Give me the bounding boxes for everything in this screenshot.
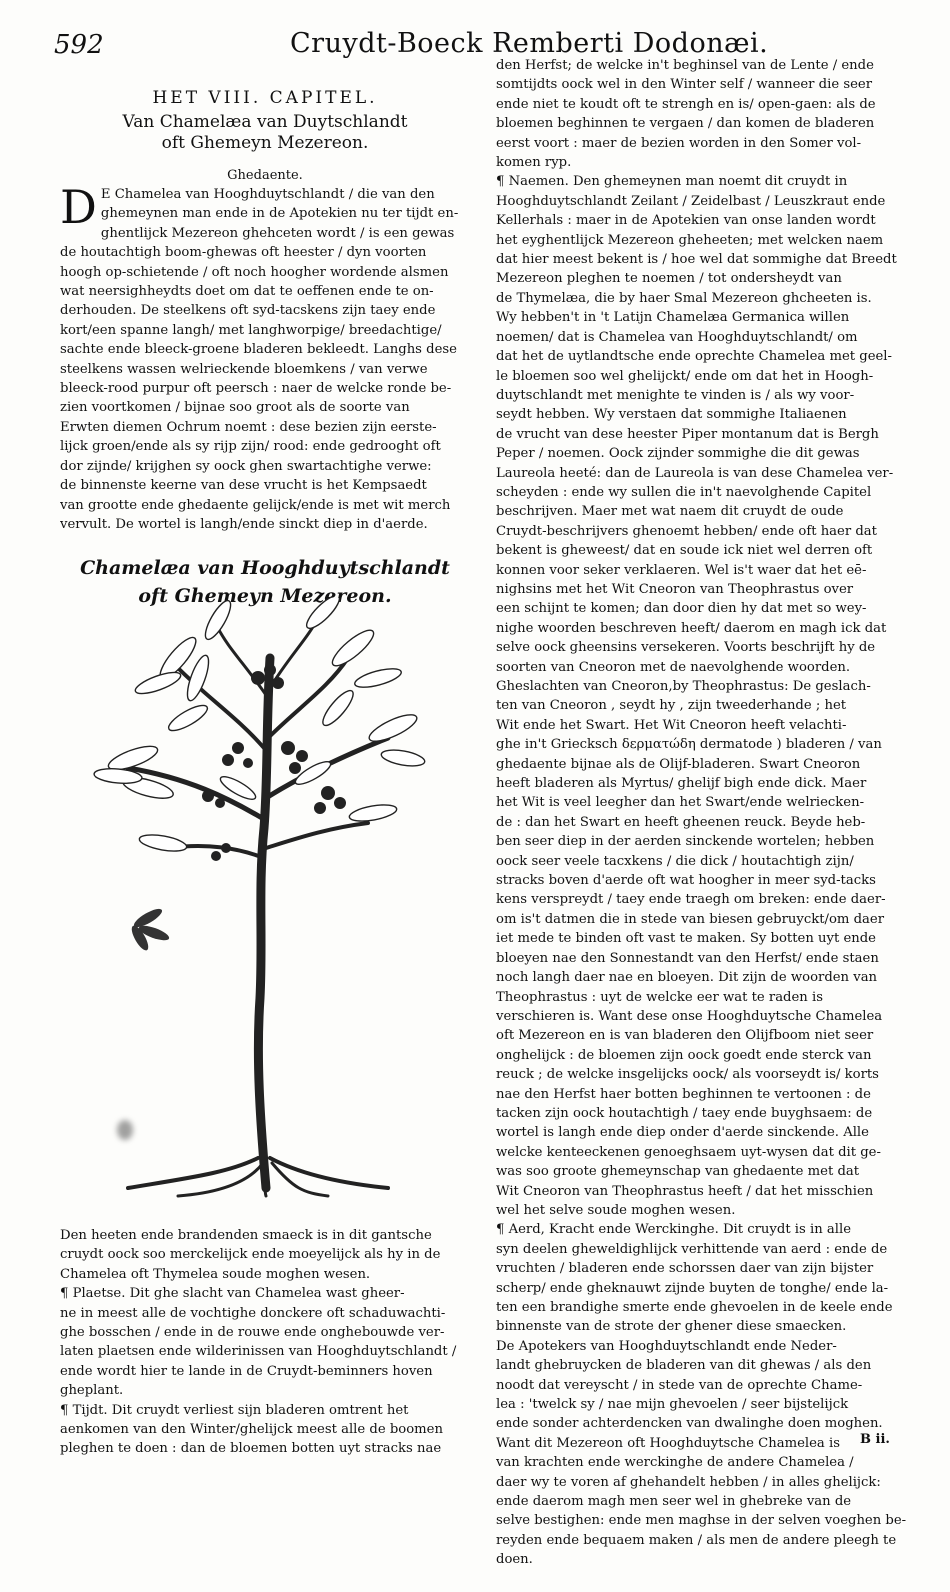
intro-text-line: wat neersighheydts doet om dat te oeffenen ende te on- bbox=[60, 284, 434, 300]
right-column-text-line: noodt dat vereyscht / in stede van de oprechte Chame- bbox=[496, 1377, 863, 1393]
right-column-text-line: het Wit is veel leegher dan het Swart/ende welriecken- bbox=[496, 795, 865, 811]
right-column-text-line: dat het de uytlandtsche ende oprechte Chamelea met geel- bbox=[496, 349, 892, 365]
right-column-text-line: Wy hebben't in 't Latijn Chamelæa Germanica willen bbox=[496, 310, 850, 326]
right-column-text-line: oock seer veele tacxkens / die dick / houtachtigh zijn/ bbox=[496, 853, 854, 869]
figure-caption-line-1: Chamelæa van Hooghduytschlandt bbox=[80, 557, 450, 580]
section-heading: Ghedaente. bbox=[227, 168, 303, 183]
ink-blot bbox=[117, 1120, 133, 1140]
after-figure-text-line: cruydt oock soo merckelijck ende moeyelijck als hy in de bbox=[60, 1247, 441, 1263]
intro-text-line: de houtachtigh boom-ghewas oft heester / dyn voorten bbox=[60, 245, 427, 261]
after-figure-text-line: ¶ Tijdt. Dit cruydt verliest sijn bladeren omtrent het bbox=[60, 1402, 409, 1418]
right-column-text-line: landt ghebruycken de bladeren van dit ghewas / als den bbox=[496, 1358, 872, 1374]
after-figure-paragraphs bbox=[60, 1226, 475, 1459]
drop-capital: D bbox=[60, 185, 97, 234]
right-column-text-line: stracks boven d'aerde oft wat hoogher in meer syd-tacks bbox=[496, 873, 876, 889]
right-column-text-line: nighe woorden beschreven heeft/ daerom en magh ick dat bbox=[496, 620, 887, 636]
page-number: 592 bbox=[54, 30, 104, 60]
intro-paragraph bbox=[60, 185, 470, 534]
running-title: Cruydt-Boeck Remberti Dodonæi. bbox=[290, 28, 769, 59]
chapter-subtitle-1: Van Chamelæa van Duytschlandt bbox=[122, 112, 408, 132]
intro-text-line: de binnenste keerne van dese vrucht is het Kempsaedt bbox=[60, 478, 427, 494]
intro-text-line: derhouden. De steelkens oft syd-tacskens zijn taey ende bbox=[60, 303, 436, 319]
plant-woodcut-illustration bbox=[88, 598, 428, 1198]
right-column-text-line: heeft bladeren als Myrtus/ ghelijf bigh ende dick. Maer bbox=[496, 776, 867, 792]
right-column-text-line: Peper / noemen. Oock zijnder sommighe die dit gewas bbox=[496, 446, 860, 462]
right-column-text-line: eerst voort : maer de bezien worden in den Somer vol- bbox=[496, 135, 862, 151]
right-column-text-line: van krachten ende werckinghe de andere Chamelea / bbox=[496, 1455, 854, 1471]
after-figure-text-line: pleghen te doen : dan de bloemen botten uyt stracks nae bbox=[60, 1441, 442, 1457]
figure-caption-line-2: oft Ghemeyn Mezereon. bbox=[138, 585, 392, 608]
right-column-text-line: dat hier meest bekent is / hoe wel dat sommighe dat Breedt bbox=[496, 252, 897, 268]
chapter-subtitle-2: oft Ghemeyn Mezereon. bbox=[161, 133, 369, 153]
right-column-text-line: Gheslachten van Cneoron,by Theophrastus: De geslach- bbox=[496, 679, 871, 694]
right-column-text-line: den Herfst; de welcke in't beghinsel van de Lente / ende bbox=[496, 58, 874, 73]
right-column-text-line: selve oock gheensins versekeren. Voorts beschrijft hy de bbox=[496, 640, 876, 656]
right-column-text-line: de Thymelæa, die by haer Smal Mezereon ghcheeten is. bbox=[496, 290, 872, 306]
intro-text-line: ghemeynen man ende in de Apotekien nu ter tijdt en- bbox=[100, 206, 459, 222]
right-column-text-line: ben seer diep in der aerden sinckende wortelen; hebben bbox=[496, 834, 875, 850]
right-column-text-line: iet mede te binden oft vast te maken. Sy botten uyt ende bbox=[496, 931, 876, 947]
right-column-text-line: kens verspreydt / taey ende traegh om breken: ende daer- bbox=[496, 892, 886, 908]
right-column-text-line: Laureola heeté: dan de Laureola is van dese Chamelea ver- bbox=[496, 465, 894, 481]
right-column-text-line: konnen voor seker verklaeren. Wel is't waer dat het eē- bbox=[496, 562, 867, 578]
right-column-text-line: om is't datmen die in stede van biesen gebruyckt/om daer bbox=[496, 911, 885, 927]
intro-text-line: dor zijnde/ krijghen sy oock ghen swartachtighe verwe: bbox=[60, 458, 432, 474]
right-column-text-line: ghe in't Griecksch δερματώδη dermatode ) bladeren / van bbox=[496, 737, 882, 753]
after-figure-text-line: Den heeten ende brandenden smaeck is in dit gantsche bbox=[60, 1228, 432, 1243]
right-column-text-line: ten een brandighe smerte ende ghevoelen in de keele ende bbox=[496, 1300, 893, 1315]
right-column-text-line: een schijnt te komen; dan door dien hy dat met so wey- bbox=[496, 601, 867, 617]
intro-text-line: vervult. De wortel is langh/ende sinckt diep in d'aerde. bbox=[60, 516, 428, 532]
right-column-text-line: het eyghentlijck Mezereon gheheeten; met welcken naem bbox=[496, 232, 884, 248]
right-column-text-line: De Apotekers van Hooghduytschlandt ende Neder- bbox=[496, 1338, 837, 1354]
right-column-text-line: ¶ Aerd, Kracht ende Werckinghe. Dit cruydt is in alle bbox=[496, 1222, 851, 1238]
right-column-text-line: was soo groote ghemeynschap van ghedaente met dat bbox=[496, 1164, 860, 1180]
after-figure-text-line: ne in meest alle de vochtighe donckere oft schaduwachti- bbox=[60, 1305, 446, 1321]
right-column-text-line: ghedaente bijnae als de Olijf-bladeren. Swart Cneoron bbox=[496, 756, 861, 772]
right-column-text-line: nae den Herfst haer botten beghinnen te vertoonen : de bbox=[496, 1086, 871, 1102]
right-column-text-line: scheyden : ende wy sullen die in't naevolghende Capitel bbox=[496, 484, 872, 500]
right-column-text-line: vruchten / bladeren ende schorssen daer van zijn bijster bbox=[496, 1261, 874, 1277]
right-column-text-line: Theophrastus : uyt de welcke eer wat te raden is bbox=[496, 989, 823, 1005]
chapter-title: HET VIII. CAPITEL. bbox=[152, 88, 378, 108]
right-column-text-line: ende niet te koudt oft te strengh en is/ open-gaen: als de bbox=[496, 96, 876, 112]
after-figure-text-line: laten plaetsen ende wilderinissen van Hooghduytschlandt / bbox=[60, 1344, 457, 1360]
right-column-text-line: noemen/ dat is Chamelea van Hooghduytschlandt/ om bbox=[496, 329, 858, 345]
right-column-text-line: oft Mezereon en is van bladeren den Olijfboom niet seer bbox=[496, 1028, 874, 1044]
right-column-text-line: verschieren is. Want dese onse Hooghduytsche Chamelea bbox=[496, 1008, 883, 1024]
intro-text-line: Erwten diemen Ochrum noemt : dese bezien zijn eerste- bbox=[60, 419, 437, 435]
right-column-text-line: Wit ende het Swart. Het Wit Cneoron heeft velachti- bbox=[496, 717, 847, 733]
right-column-text-line: ende daerom magh men seer wel in ghebreke van de bbox=[496, 1494, 852, 1510]
right-column-text-line: le bloemen soo wel ghelijckt/ ende om dat het in Hoogh- bbox=[496, 368, 874, 384]
right-column-text-line: reuck ; de welcke insgelijcks oock/ als voorseydt is/ korts bbox=[496, 1067, 879, 1083]
intro-text-line: zien voortkomen / bijnae soo groot als de soorte van bbox=[60, 400, 410, 416]
right-column-text-line: syn deelen gheweldighlijck verhittende van aerd : ende de bbox=[496, 1241, 888, 1257]
intro-text-line: hoogh op-schietende / oft noch hoogher wordende alsmen bbox=[60, 264, 449, 280]
intro-text-line: kort/een spanne langh/ met langhworpige/ breedachtige/ bbox=[60, 322, 442, 338]
right-column-text-line: bloeyen nae den Sonnestandt van den Herfst/ ende staen bbox=[496, 950, 879, 966]
right-column-text-line: welcke kenteeckenen genoeghsaem uyt-wysen dat dit ge- bbox=[496, 1144, 881, 1160]
right-column-text-line: bekent is gheweest/ dat en soude ick niet wel derren oft bbox=[496, 543, 873, 559]
right-column-text-line: wel het selve soude moghen wesen. bbox=[496, 1202, 736, 1218]
right-column-text-line: binnenste van de strote der ghener diese smaecken. bbox=[496, 1319, 847, 1335]
after-figure-text-line: gheplant. bbox=[60, 1383, 124, 1399]
right-column-text-line: de : dan het Swart en heeft gheenen reuck. Beyde heb- bbox=[496, 814, 866, 830]
left-column bbox=[60, 88, 470, 610]
intro-text-line: van grootte ende ghedaente gelijck/ende is met wit merch bbox=[60, 497, 451, 513]
right-column-text-line: wortel is langh ende diep onder d'aerde sinckende. Alle bbox=[496, 1125, 869, 1141]
right-column-text-line: Mezereon pleghen te noemen / tot ondersheydt van bbox=[496, 271, 842, 287]
right-column-text-line: daer wy te voren af ghehandelt hebben / in alles ghelijck: bbox=[496, 1474, 881, 1490]
right-column-text-line: nighsins met het Wit Cneoron van Theophrastus over bbox=[496, 581, 854, 597]
intro-text-line: bleeck-rood purpur oft peersch : naer de welcke ronde be- bbox=[60, 381, 452, 397]
right-column bbox=[496, 56, 906, 1570]
after-figure-text-line: ghe bosschen / ende in de rouwe ende onghebouwde ver- bbox=[60, 1325, 445, 1341]
right-column-text-line: noch langh daer nae en bloeyen. Dit zijn de woorden van bbox=[496, 970, 878, 986]
right-column-text-line: reyden ende bequaem maken / als men de andere pleegh te bbox=[496, 1532, 897, 1548]
intro-text-line: steelkens wassen welrieckende bloemkens / van verwe bbox=[60, 361, 428, 377]
intro-text-line: ghentlijck Mezereon ghehceten wordt / is een gewas bbox=[100, 225, 455, 241]
right-column-text-line: duytschlandt met menighte te vinden is / als wy voor- bbox=[496, 387, 855, 403]
right-column-text-line: ¶ Naemen. Den ghemeynen man noemt dit cruydt in bbox=[496, 174, 848, 190]
right-column-text-line: doen. bbox=[496, 1552, 533, 1568]
right-column-text-line: somtijdts oock wel in den Winter self / wanneer die seer bbox=[496, 77, 873, 93]
right-column-text-line: Want dit Mezereon oft Hooghduytsche Chamelea is bbox=[496, 1435, 840, 1451]
right-column-text-line: scherp/ ende gheknauwt zijnde buyten de tonghe/ ende la- bbox=[496, 1280, 889, 1296]
signature-mark: B ii. bbox=[860, 1432, 890, 1447]
right-column-text-line: komen ryp. bbox=[496, 155, 572, 171]
intro-text-line: sachte ende bleeck-groene bladeren bekleedt. Langhs dese bbox=[60, 342, 457, 358]
after-figure-text-line: aenkomen van den Winter/ghelijck meest alle de boomen bbox=[60, 1422, 443, 1438]
intro-text-line: E Chamelea van Hooghduytschlandt / die van den bbox=[100, 187, 435, 202]
right-column-text-line: Kellerhals : maer in de Apotekien van onse landen wordt bbox=[496, 213, 876, 229]
right-column-text-line: bloemen beghinnen te vergaen / dan komen de bladeren bbox=[496, 116, 875, 132]
right-column-text-line: seydt hebben. Wy verstaen dat sommighe Italiaenen bbox=[496, 407, 847, 423]
right-column-text-line: lea : 'twelck sy / nae mijn ghevoelen / seer bijstelijck bbox=[496, 1397, 849, 1413]
right-column-text-line: Hooghduytschlandt Zeilant / Zeidelbast / Leuszkraut ende bbox=[496, 193, 886, 209]
intro-text-line: lijck groen/ende als sy rijp zijn/ rood: ende gedrooght oft bbox=[60, 439, 441, 455]
right-column-text-line: selve bestighen: ende men maghse in der selven voeghen be- bbox=[496, 1513, 906, 1529]
right-column-text-line: ende sonder achterdencken van dwalinghe doen moghen. bbox=[496, 1416, 883, 1432]
right-column-text-line: beschrijven. Maer met wat naem dit cruydt de oude bbox=[496, 504, 844, 520]
after-figure-text-line: ¶ Plaetse. Dit ghe slacht van Chamelea wast gheer- bbox=[60, 1286, 405, 1302]
right-column-text-line: Wit Cneoron van Theophrastus heeft / dat het misschien bbox=[496, 1183, 874, 1199]
after-figure-text-line: Chamelea oft Thymelea soude moghen wesen. bbox=[60, 1266, 371, 1282]
right-column-text-line: onghelijck : de bloemen zijn oock goedt ende sterck van bbox=[496, 1047, 872, 1063]
right-column-text-line: ten van Cneoron , seydt hy , zijn tweederhande ; het bbox=[496, 698, 847, 714]
right-column-text-line: soorten van Cneoron met de naevolghende woorden. bbox=[496, 659, 851, 675]
after-figure-text-line: ende wordt hier te lande in de Cruydt-beminners hoven bbox=[60, 1363, 433, 1379]
right-column-text-line: Cruydt-beschrijvers ghenoemt hebben/ ende oft haer dat bbox=[496, 523, 877, 539]
right-column-text-line: de vrucht van dese heester Piper montanum dat is Bergh bbox=[496, 426, 879, 442]
right-column-text-line: tacken zijn oock houtachtigh / taey ende buyghsaem: de bbox=[496, 1105, 873, 1121]
